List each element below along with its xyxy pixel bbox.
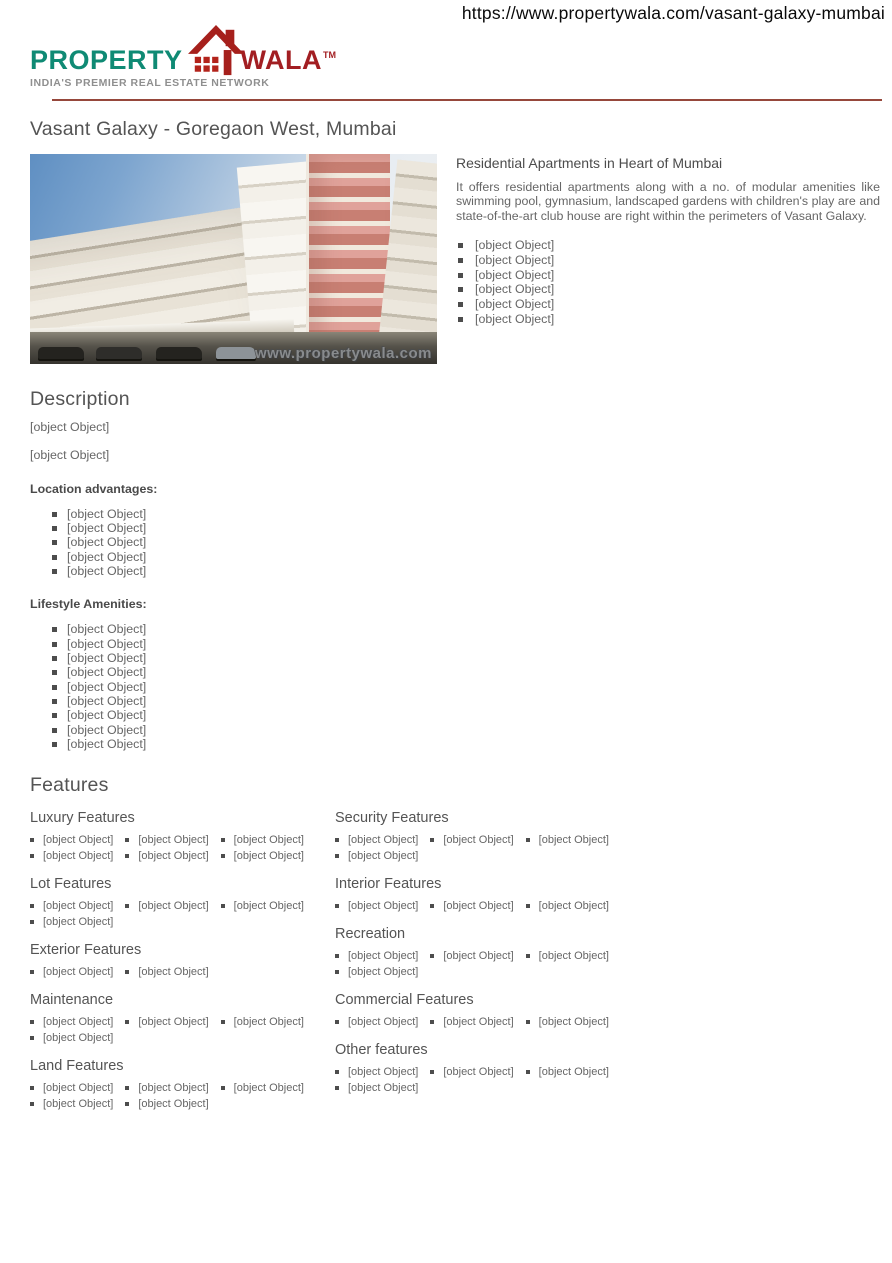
square-bullet-icon [52, 555, 57, 560]
feature-item [526, 900, 609, 913]
square-bullet-icon [30, 970, 34, 974]
feature-item [30, 1032, 113, 1045]
feature-item [30, 1082, 113, 1095]
description-paragraph: [object Object] [30, 448, 110, 463]
feature-item-text: [object Object] [138, 1097, 209, 1110]
square-bullet-icon [125, 1102, 129, 1106]
square-bullet-icon [335, 970, 339, 974]
project-detail-text: [object Object] [475, 252, 555, 267]
top-section [30, 154, 880, 364]
project-detail-text: [object Object] [475, 311, 555, 326]
feature-item [335, 900, 418, 913]
project-detail-item [458, 253, 880, 268]
photo-watermark: www.propertywala.com [255, 345, 432, 362]
location-advantage-item [52, 550, 580, 564]
feature-item [430, 1066, 513, 1079]
feature-item [335, 950, 418, 963]
feature-item-text: [object Object] [138, 833, 209, 846]
lifestyle-amenity-item [52, 622, 580, 636]
square-bullet-icon [52, 569, 57, 574]
square-bullet-icon [221, 904, 225, 908]
square-bullet-icon [430, 838, 434, 842]
feature-items [335, 834, 630, 863]
feature-item-text: [object Object] [443, 1065, 514, 1078]
feature-item-text: [object Object] [138, 849, 209, 862]
square-bullet-icon [458, 302, 463, 307]
feature-item [430, 900, 513, 913]
square-bullet-icon [30, 838, 34, 842]
feature-group-title: Exterior Features [30, 941, 142, 958]
square-bullet-icon [125, 1020, 129, 1024]
feature-items [335, 1016, 630, 1029]
browser-url: https://www.propertywala.com/vasant-galaxy-mumbai [461, 3, 885, 23]
feature-item-text: [object Object] [348, 965, 419, 978]
square-bullet-icon [125, 904, 129, 908]
square-bullet-icon [52, 728, 57, 733]
feature-items [30, 1082, 327, 1111]
feature-item [125, 1082, 208, 1095]
feature-item-text: [object Object] [43, 1015, 114, 1028]
feature-item-text: [object Object] [443, 949, 514, 962]
feature-items [30, 966, 327, 979]
square-bullet-icon [125, 1086, 129, 1090]
square-bullet-icon [335, 1070, 339, 1074]
square-bullet-icon [526, 904, 530, 908]
square-bullet-icon [221, 1086, 225, 1090]
feature-item-text: [object Object] [138, 1015, 209, 1028]
location-advantage-text: [object Object] [67, 535, 147, 550]
square-bullet-icon [52, 670, 57, 675]
feature-group-title: Security Features [335, 809, 449, 826]
square-bullet-icon [526, 1070, 530, 1074]
car-shape [38, 347, 84, 359]
feature-item-text: [object Object] [538, 1065, 609, 1078]
feature-items [335, 1066, 630, 1095]
feature-group [335, 876, 620, 913]
project-detail-item [458, 282, 880, 297]
feature-item-text: [object Object] [538, 1015, 609, 1028]
feature-item [125, 1098, 208, 1111]
feature-group [335, 810, 620, 863]
feature-item [30, 850, 113, 863]
features-heading: Features [30, 773, 109, 796]
square-bullet-icon [52, 713, 57, 718]
car-shape [156, 347, 202, 359]
feature-group-title: Other features [335, 1041, 428, 1058]
feature-item [221, 1082, 304, 1095]
feature-item-text: [object Object] [443, 833, 514, 846]
location-advantage-item [52, 564, 580, 578]
square-bullet-icon [526, 954, 530, 958]
square-bullet-icon [52, 699, 57, 704]
square-bullet-icon [30, 1020, 34, 1024]
lifestyle-amenity-item [52, 694, 580, 708]
logo-text-property: PROPERTY [30, 45, 183, 75]
square-bullet-icon [221, 1020, 225, 1024]
location-advantage-text: [object Object] [67, 506, 147, 521]
lifestyle-amenity-item [52, 708, 580, 722]
feature-group [335, 1042, 620, 1095]
lifestyle-amenity-text: [object Object] [67, 622, 147, 637]
project-detail-item [458, 312, 880, 327]
square-bullet-icon [335, 854, 339, 858]
feature-item [526, 834, 609, 847]
feature-group-title: Recreation [335, 925, 406, 942]
square-bullet-icon [52, 540, 57, 545]
feature-item-text: [object Object] [43, 915, 114, 928]
features-right-column [335, 810, 620, 1124]
project-details-list [456, 238, 880, 326]
square-bullet-icon [221, 854, 225, 858]
project-detail-text: [object Object] [475, 297, 555, 312]
overview-intro: It offers residential apartments along with a no. of modular amenities like swimming pool, gymnasium, landscaped gardens with children's play are and state-of-the-art club house are right within the perimeters of Vasant Galaxy. [456, 180, 880, 223]
lifestyle-amenity-item [52, 637, 580, 651]
location-advantage-item [52, 507, 580, 521]
square-bullet-icon [125, 970, 129, 974]
feature-item-text: [object Object] [43, 833, 114, 846]
logo-text-wala: WALA [240, 45, 323, 75]
location-advantages-heading: Location advantages: [30, 481, 158, 496]
feature-item-text: [object Object] [43, 1097, 114, 1110]
logo-trademark: TM [323, 50, 337, 60]
car-shape [216, 347, 256, 359]
square-bullet-icon [335, 838, 339, 842]
feature-item-text: [object Object] [43, 1031, 114, 1044]
square-bullet-icon [458, 273, 463, 278]
feature-item [30, 1016, 113, 1029]
propertywala-logo[interactable] [30, 20, 336, 89]
lifestyle-amenity-item [52, 665, 580, 679]
feature-item [335, 834, 418, 847]
feature-item [30, 900, 113, 913]
square-bullet-icon [430, 1070, 434, 1074]
feature-item [221, 1016, 304, 1029]
square-bullet-icon [52, 642, 57, 647]
feature-item-text: [object Object] [538, 949, 609, 962]
feature-group-title: Luxury Features [30, 809, 135, 826]
square-bullet-icon [335, 954, 339, 958]
feature-item-text: [object Object] [538, 899, 609, 912]
feature-item [221, 900, 304, 913]
square-bullet-icon [30, 1102, 34, 1106]
square-bullet-icon [30, 904, 34, 908]
property-photo[interactable] [30, 154, 437, 364]
lifestyle-amenity-text: [object Object] [67, 665, 147, 680]
square-bullet-icon [458, 243, 463, 248]
feature-item-text: [object Object] [233, 1081, 304, 1094]
lifestyle-amenity-text: [object Object] [67, 651, 147, 666]
feature-item-text: [object Object] [348, 899, 419, 912]
lifestyle-amenities-heading: Lifestyle Amenities: [30, 597, 147, 612]
header-divider [52, 99, 882, 101]
location-advantage-text: [object Object] [67, 521, 147, 536]
feature-item-text: [object Object] [348, 1065, 419, 1078]
feature-item-text: [object Object] [43, 965, 114, 978]
logo-tagline: INDIA'S PREMIER REAL ESTATE NETWORK [30, 77, 270, 89]
feature-item [335, 1016, 418, 1029]
lifestyle-amenity-text: [object Object] [67, 679, 147, 694]
square-bullet-icon [30, 854, 34, 858]
feature-item-text: [object Object] [43, 849, 114, 862]
square-bullet-icon [30, 920, 34, 924]
feature-item-text: [object Object] [233, 849, 304, 862]
square-bullet-icon [458, 258, 463, 263]
feature-item-text: [object Object] [348, 1081, 419, 1094]
square-bullet-icon [335, 1020, 339, 1024]
lifestyle-amenity-text: [object Object] [67, 636, 147, 651]
description-paragraph: [object Object] [30, 420, 110, 434]
feature-items [30, 1016, 327, 1045]
description-section [30, 388, 580, 752]
lifestyle-amenity-item [52, 737, 580, 751]
feature-item [430, 950, 513, 963]
location-advantage-text: [object Object] [67, 549, 147, 564]
project-detail-text: [object Object] [475, 267, 555, 282]
description-heading: Description [30, 388, 130, 410]
description-paragraphs [30, 420, 580, 463]
square-bullet-icon [52, 512, 57, 517]
feature-item [125, 834, 208, 847]
feature-item [335, 1066, 418, 1079]
feature-item [335, 850, 418, 863]
square-bullet-icon [526, 1020, 530, 1024]
feature-items [335, 950, 630, 979]
feature-item-text: [object Object] [43, 899, 114, 912]
square-bullet-icon [30, 1086, 34, 1090]
feature-item [125, 850, 208, 863]
feature-item [125, 900, 208, 913]
square-bullet-icon [52, 627, 57, 632]
location-advantage-item [52, 535, 580, 549]
feature-group-title: Land Features [30, 1057, 124, 1074]
feature-item-text: [object Object] [233, 899, 304, 912]
square-bullet-icon [430, 954, 434, 958]
square-bullet-icon [526, 838, 530, 842]
feature-item-text: [object Object] [138, 899, 209, 912]
feature-item-text: [object Object] [348, 849, 419, 862]
feature-item [430, 834, 513, 847]
lifestyle-amenity-text: [object Object] [67, 737, 147, 752]
location-advantage-item [52, 521, 580, 535]
feature-item-text: [object Object] [348, 1015, 419, 1028]
project-detail-text: [object Object] [475, 238, 555, 253]
square-bullet-icon [335, 904, 339, 908]
feature-group [335, 992, 620, 1029]
page-title: Vasant Galaxy - Goregaon West, Mumbai [30, 118, 397, 140]
feature-group [30, 876, 302, 929]
feature-item [335, 1082, 418, 1095]
features-section [30, 773, 609, 1124]
square-bullet-icon [335, 1086, 339, 1090]
feature-item [526, 1066, 609, 1079]
location-advantages-list [30, 507, 580, 579]
feature-group-title: Commercial Features [335, 991, 474, 1008]
project-detail-text: [object Object] [475, 282, 555, 297]
car-shape [96, 347, 142, 359]
feature-item-text: [object Object] [233, 833, 304, 846]
feature-item [30, 966, 113, 979]
square-bullet-icon [52, 526, 57, 531]
feature-items [30, 834, 327, 863]
feature-group [30, 992, 302, 1045]
feature-item-text: [object Object] [538, 833, 609, 846]
feature-item [430, 1016, 513, 1029]
feature-item [125, 966, 208, 979]
feature-item-text: [object Object] [233, 1015, 304, 1028]
square-bullet-icon [125, 854, 129, 858]
feature-item [526, 1016, 609, 1029]
feature-item-text: [object Object] [348, 833, 419, 846]
square-bullet-icon [221, 838, 225, 842]
feature-items [335, 900, 630, 913]
feature-items [30, 900, 327, 929]
overview-panel [437, 154, 880, 364]
square-bullet-icon [458, 317, 463, 322]
feature-group-title: Maintenance [30, 991, 114, 1008]
lifestyle-amenity-text: [object Object] [67, 708, 147, 723]
square-bullet-icon [125, 838, 129, 842]
lifestyle-amenity-text: [object Object] [67, 722, 147, 737]
features-columns [30, 809, 609, 1124]
house-logo-icon [187, 24, 245, 78]
feature-item-text: [object Object] [138, 965, 209, 978]
feature-item-text: [object Object] [138, 1081, 209, 1094]
lifestyle-amenity-item [52, 723, 580, 737]
square-bullet-icon [458, 287, 463, 292]
feature-item [526, 950, 609, 963]
project-detail-item [458, 297, 880, 312]
feature-group-title: Interior Features [335, 875, 442, 892]
square-bullet-icon [430, 904, 434, 908]
lifestyle-amenity-item [52, 680, 580, 694]
feature-group [30, 810, 302, 863]
feature-item [125, 1016, 208, 1029]
square-bullet-icon [52, 656, 57, 661]
square-bullet-icon [430, 1020, 434, 1024]
feature-item-text: [object Object] [443, 899, 514, 912]
project-detail-item [458, 238, 880, 253]
square-bullet-icon [52, 742, 57, 747]
feature-item [335, 966, 418, 979]
feature-item-text: [object Object] [443, 1015, 514, 1028]
feature-item [221, 834, 304, 847]
feature-item [30, 834, 113, 847]
overview-heading: Residential Apartments in Heart of Mumbai [456, 155, 723, 171]
square-bullet-icon [52, 685, 57, 690]
feature-item [221, 850, 304, 863]
feature-item-text: [object Object] [348, 949, 419, 962]
feature-item [30, 1098, 113, 1111]
feature-item-text: [object Object] [43, 1081, 114, 1094]
feature-group [335, 926, 620, 979]
features-left-column [30, 810, 302, 1124]
lifestyle-amenity-text: [object Object] [67, 694, 147, 709]
location-advantage-text: [object Object] [67, 564, 147, 579]
feature-item [30, 916, 113, 929]
feature-group [30, 1058, 302, 1111]
lifestyle-amenity-item [52, 651, 580, 665]
square-bullet-icon [30, 1036, 34, 1040]
feature-group-title: Lot Features [30, 875, 112, 892]
project-detail-item [458, 268, 880, 283]
feature-group [30, 942, 302, 979]
lifestyle-amenities-list [30, 622, 580, 751]
